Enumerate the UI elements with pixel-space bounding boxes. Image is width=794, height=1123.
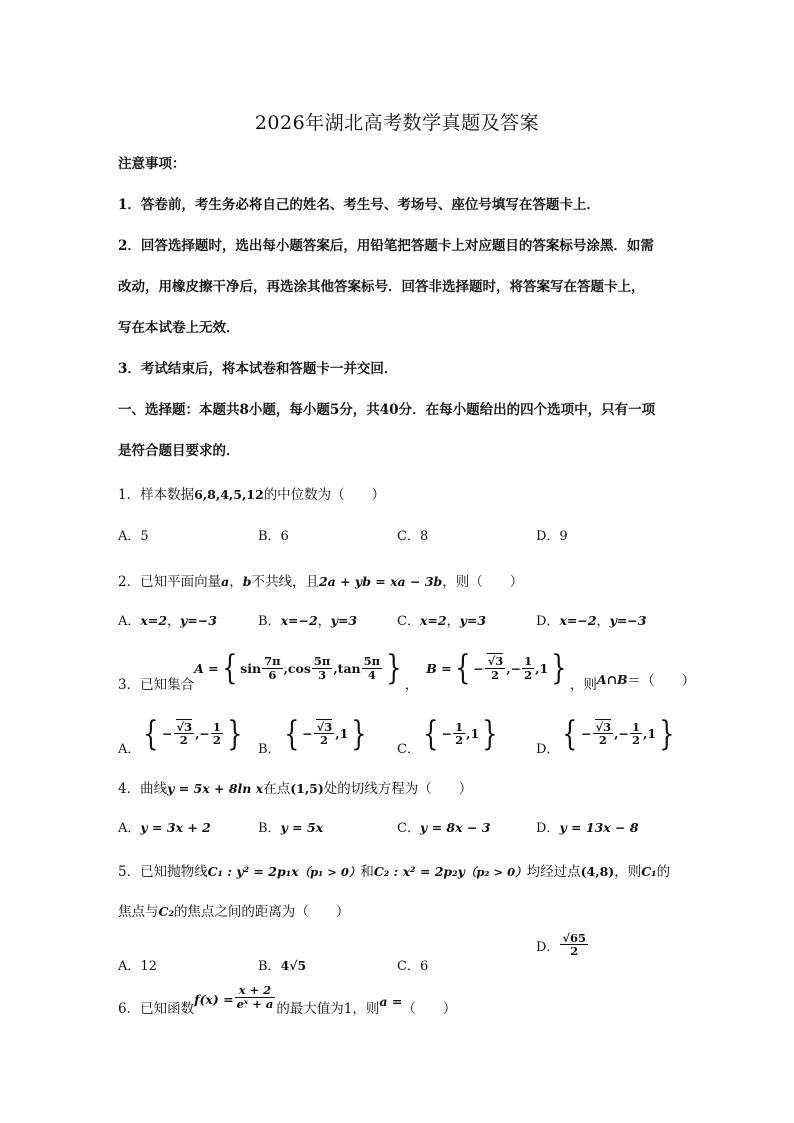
q1-prefix: 1．样本数据 [118, 487, 195, 503]
q4-option-b-value: y = 5x [280, 820, 324, 835]
q5-option-d-den: 2 [570, 944, 579, 959]
q3-option-c[interactable]: C． { − $\frac{1}{2}$ ,1 } [397, 713, 498, 757]
q5-prefix: 5．已知抛物线 [118, 864, 208, 880]
q4-option-a-value: y = 3x + 2 [140, 820, 211, 835]
q4-option-d-label: D． [536, 821, 560, 836]
q3-intersection: A∩B [596, 671, 628, 687]
notice-item-3: 3．考试结束后，将本试卷和答题卡一并交回． [118, 361, 398, 377]
q5-c2-cond: （p₂ > 0） [464, 865, 527, 879]
question-1 [118, 483, 385, 503]
q4-mid: 在点 [263, 781, 291, 797]
q2-option-d-label: D． [536, 614, 560, 629]
q5-c2-name: C₂ [158, 904, 174, 919]
q5-point: (4,8) [580, 864, 615, 879]
q5-c1-name: C₁ [641, 864, 657, 879]
q3-set-b: B = { − $\frac{√3}{2}$ ,− $\frac{1}{2}$ ,1 } [426, 648, 567, 688]
q2-sep: ， [229, 574, 243, 590]
q3-option-b-label: B． [258, 742, 281, 757]
q5-option-b-label: B． [258, 959, 281, 974]
q2-c-x: x=2 [419, 613, 447, 628]
q5-end: 的 [656, 864, 671, 880]
q4-option-d[interactable] [536, 817, 639, 836]
q2-d-y: y=−3 [609, 613, 647, 628]
q4-option-b[interactable] [258, 817, 323, 836]
q2-option-b[interactable]: B．x=−2，y=3 [258, 613, 358, 629]
notice-item-2-line-1: 2．回答选择题时，选出每小题答案后，用铅笔把答题卡上对应题目的答案标号涂黑．如需 [118, 238, 654, 254]
q1-option-a[interactable]: A．5 [118, 529, 149, 544]
q4-option-c-label: C． [397, 821, 420, 836]
q5-option-d-label: D． [536, 940, 560, 956]
q3-option-a[interactable]: A． { − $\frac{√3}{2}$ ,− $\frac{1}{2}$ } [118, 713, 243, 757]
q2-option-c-label: C． [397, 614, 420, 629]
q3-set-a: A = { sin $\frac{7\pi}{6}$ ,cos $\frac{5\pi}{3}$ ,tan $\frac{5\pi}{4}$ } [194, 648, 402, 688]
q4-option-b-label: B． [258, 821, 281, 836]
q5-option-a[interactable]: A．12 [118, 959, 157, 974]
q6-a: a = [379, 993, 403, 1009]
q5-c1-cond: （p₁ > 0） [298, 865, 361, 879]
q4-prefix: 4．曲线 [118, 781, 168, 797]
notice-item-2-line-2: 改动，用橡皮擦干净后，再选涂其他答案标号．回答非选择题时，将答案写在答题卡上， [118, 279, 645, 295]
q5-mid: 均经过点 [526, 864, 581, 880]
q2-option-b-label: B． [258, 614, 281, 629]
q3-option-b[interactable]: B． { − $\frac{√3}{2}$ ,1 } [258, 713, 367, 757]
q6-mid: 的最大值为1，则 [276, 1001, 380, 1017]
q1-suffix: 的中位数为（ ） [263, 487, 386, 503]
q2-c-y: y=3 [459, 613, 487, 628]
q5-then: ，则 [614, 864, 642, 880]
q4-option-c-value: y = 8x − 3 [419, 820, 491, 835]
q1-data: 6,8,4,5,12 [194, 487, 264, 502]
q4-point: (1,5) [290, 781, 324, 796]
question-6 [118, 975, 456, 1017]
q4-curve: y = 5x + 8ln x [167, 781, 264, 796]
q5-option-c[interactable]: C．6 [397, 959, 429, 974]
section1-line-1: 一、选择题：本题共8小题，每小题5分，共40分．在每小题给出的四个选项中，只有一项 [118, 402, 656, 418]
q2-option-a-label: A． [118, 614, 141, 629]
page-title: 2026年湖北高考数学真题及答案 [254, 112, 540, 134]
question-4 [118, 777, 472, 797]
q4-option-d-value: y = 13x − 8 [559, 820, 639, 835]
question-5-line-1 [118, 860, 670, 880]
question-3: 3．已知集合 A = { sin $\frac{7\pi}{6}$ ,cos $\frac{5\pi}{3}$ ,tan $\frac{5\pi}{4}$ } ， B = { − $\frac{√3}{2}$ ,− $\frac{1}{2}$ ,1 } ，则 A∩B ＝（ ） [118, 648, 696, 693]
q4-option-a[interactable] [118, 817, 211, 836]
q5-c1: C₁ : y² = 2p₁x [207, 864, 299, 879]
question-2 [118, 570, 523, 590]
q6-numerator: x + 2 [235, 984, 276, 997]
q6-denominator: eˣ + a [236, 996, 274, 1011]
q2-a-x: x=2 [140, 613, 168, 628]
notice-item-1: 1．答卷前，考生务必将自己的姓名、考生号、考场号、座位号填写在答题卡上． [118, 197, 600, 213]
q1-option-b[interactable]: B．6 [258, 529, 289, 544]
q5-and: 和 [360, 864, 374, 880]
q3-option-c-label: C． [397, 742, 420, 757]
q6-prefix: 6．已知函数 [118, 1001, 195, 1017]
q1-option-c[interactable]: C．8 [397, 529, 429, 544]
q4-suffix: 处的切线方程为（ ） [323, 781, 473, 797]
q5-c2: C₂ : x² = 2p₂y [373, 864, 465, 879]
q3-option-d-label: D． [536, 742, 560, 757]
q6-fx: f(x) = [194, 991, 234, 1007]
q5-option-d-num: √65 [562, 931, 586, 945]
section1-line-2: 是符合题目要求的． [118, 443, 240, 459]
q2-prefix: 2．已知平面向量 [118, 574, 222, 590]
q2-b-x: x=−2 [280, 613, 318, 628]
q2-vector-a: a [221, 574, 230, 589]
q2-b-y: y=3 [330, 613, 358, 628]
q2-vector-b: b [242, 574, 252, 589]
q3-option-d[interactable]: D． { − $\frac{√3}{2}$ ,− $\frac{1}{2}$ ,1 } [536, 713, 675, 757]
q2-d-x: x=−2 [559, 613, 597, 628]
q5-option-b-value: 4√5 [280, 958, 307, 973]
q2-mid: 不共线，且 [251, 574, 319, 590]
notice-heading: 注意事项： [118, 156, 186, 172]
q4-option-c[interactable] [397, 817, 490, 836]
q5-l2-prefix: 焦点与 [118, 904, 159, 920]
q2-suffix: ，则（ ） [442, 574, 524, 590]
q3-suffix: ＝（ ） [627, 673, 696, 689]
q3-prefix: 3．已知集合 [118, 677, 195, 693]
q3-then: ，则 [569, 677, 597, 693]
q2-equation: 2a + yb = xa − 3b [318, 574, 443, 589]
q2-option-c[interactable]: C．x=2，y=3 [397, 613, 487, 629]
q3-option-a-label: A． [118, 742, 141, 757]
q5-option-b[interactable] [258, 955, 306, 974]
question-5-line-2 [118, 900, 349, 920]
q5-option-d[interactable] [536, 932, 589, 957]
q4-option-a-label: A． [118, 821, 141, 836]
q2-option-d[interactable]: D．x=−2，y=−3 [536, 613, 647, 629]
notice-item-2-line-3: 写在本试卷上无效． [118, 320, 240, 336]
q2-option-a[interactable]: A．x=2，y=−3 [118, 613, 217, 629]
q1-option-d[interactable]: D．9 [536, 529, 568, 544]
q2-a-y: y=−3 [180, 613, 217, 628]
q6-suffix: （ ） [402, 1001, 457, 1017]
q5-l2-suffix: 的焦点之间的距离为（ ） [173, 904, 350, 920]
